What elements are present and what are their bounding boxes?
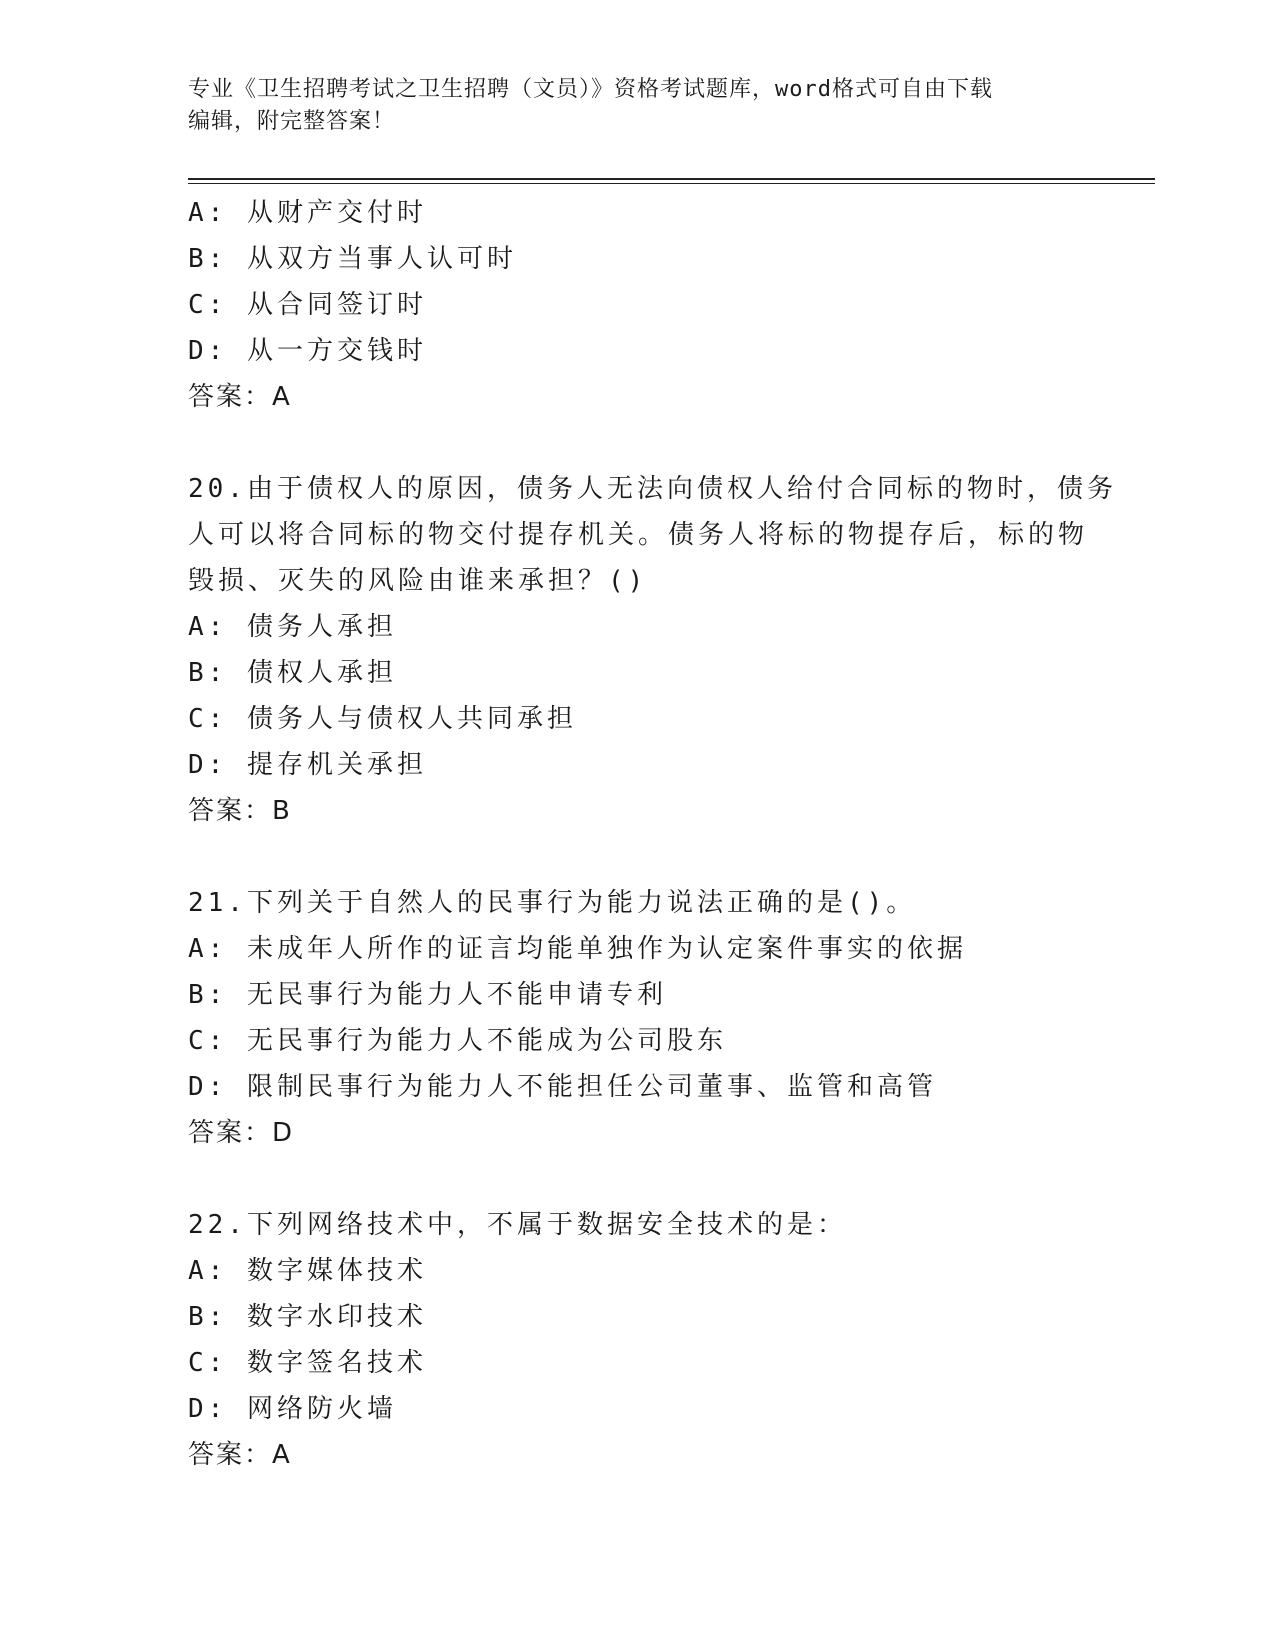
question-stem: 人可以将合同标的物交付提存机关。债务人将标的物提存后，标的物	[188, 520, 1089, 550]
header-divider	[188, 178, 1155, 184]
option-d: D: 网络防火墙	[188, 1394, 397, 1424]
answer: 答案：B	[188, 796, 292, 826]
question-stem: 22.下列网络技术中，不属于数据安全技术的是：	[188, 1210, 847, 1240]
header-line-2: 编辑，附完整答案！	[188, 109, 396, 134]
option-b: B: 债权人承担	[188, 658, 397, 688]
answer: 答案：A	[188, 1440, 292, 1470]
option-d: D: 限制民事行为能力人不能担任公司董事、监管和高管	[188, 1072, 937, 1102]
document-header	[188, 74, 1088, 138]
question-stem: 21.下列关于自然人的民事行为能力说法正确的是()。	[188, 888, 917, 918]
option-b: B: 无民事行为能力人不能申请专利	[188, 980, 667, 1010]
option-c: C: 债务人与债权人共同承担	[188, 704, 577, 734]
question-20	[188, 466, 1148, 834]
question-19	[188, 190, 1148, 420]
question-list	[188, 190, 1148, 1478]
option-b: B: 从双方当事人认可时	[188, 244, 517, 274]
option-c: C: 从合同签订时	[188, 290, 427, 320]
answer: 答案：A	[188, 382, 292, 412]
option-c: C: 无民事行为能力人不能成为公司股东	[188, 1026, 727, 1056]
question-22	[188, 1202, 1148, 1478]
option-c: C: 数字签名技术	[188, 1348, 427, 1378]
question-21	[188, 880, 1148, 1156]
option-a: A: 债务人承担	[188, 612, 397, 642]
option-d: D: 提存机关承担	[188, 750, 427, 780]
option-b: B: 数字水印技术	[188, 1302, 427, 1332]
header-line-1: 专业《卫生招聘考试之卫生招聘（文员）》资格考试题库，word格式可自由下载	[188, 77, 993, 102]
option-a: A: 数字媒体技术	[188, 1256, 427, 1286]
question-stem: 20.由于债权人的原因，债务人无法向债权人给付合同标的物时，债务	[188, 474, 1117, 504]
option-d: D: 从一方交钱时	[188, 336, 427, 366]
answer: 答案：D	[188, 1118, 295, 1148]
option-a: A: 从财产交付时	[188, 198, 427, 228]
question-stem: 毁损、灭失的风险由谁来承担？()	[188, 566, 648, 596]
option-a: A: 未成年人所作的证言均能单独作为认定案件事实的依据	[188, 934, 967, 964]
